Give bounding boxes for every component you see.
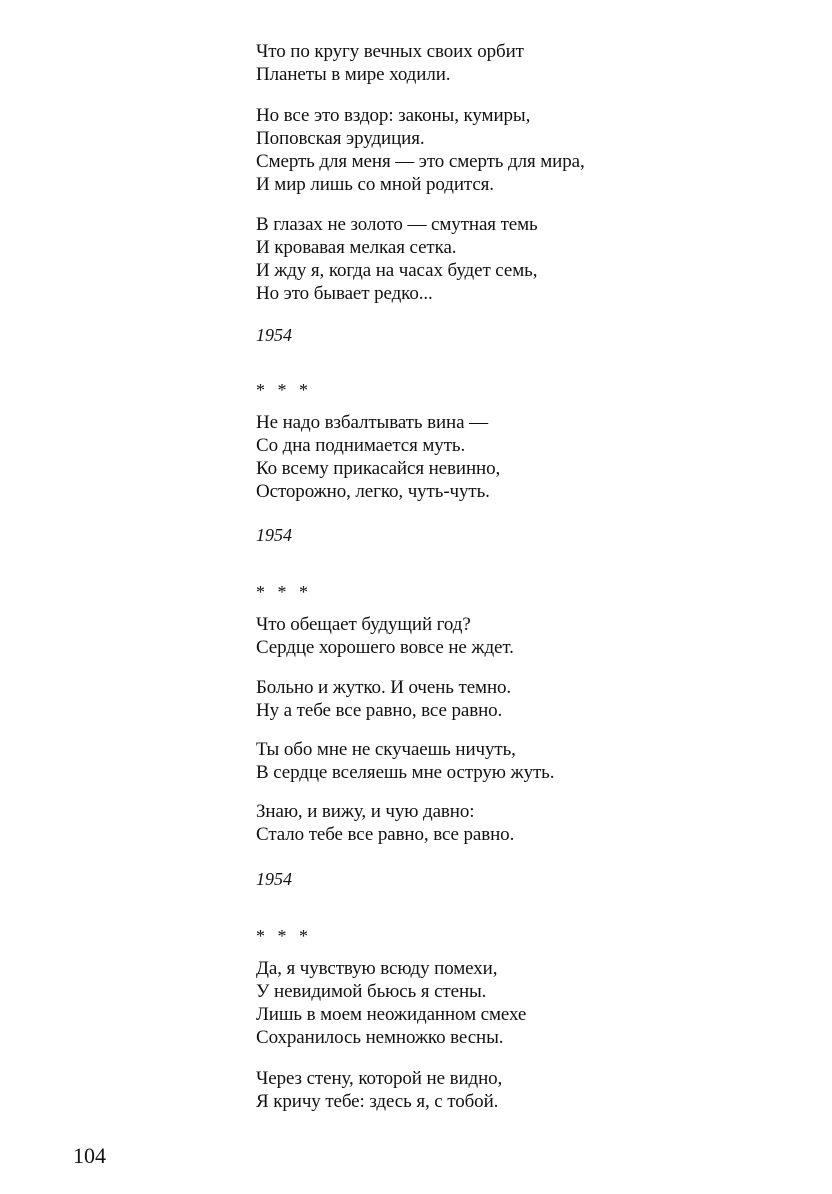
poem-line: Со дна поднимается муть.: [256, 435, 466, 456]
poem-line: Лишь в моем неожиданном смехе: [256, 1004, 527, 1025]
poem-line: Планеты в мире ходили.: [256, 64, 451, 85]
poem-separator: * * *: [256, 926, 312, 946]
poem-line: В сердце вселяешь мне острую жуть.: [256, 762, 555, 783]
poem-line: В глазах не золото — смутная темь: [256, 214, 538, 235]
poem-line: Смерть для меня — это смерть для мира,: [256, 151, 585, 172]
poem-line: И мир лишь со мной родится.: [256, 174, 494, 195]
poem-date: 1954: [256, 325, 292, 345]
poem-line: Но все это вздор: законы, кумиры,: [256, 105, 531, 126]
poem-line: Что по кругу вечных своих орбит: [256, 41, 524, 62]
poem-line: Ко всему прикасайся невинно,: [256, 458, 501, 479]
poem-line: Сердце хорошего вовсе не ждет.: [256, 637, 514, 658]
poem-separator: * * *: [256, 582, 312, 602]
poem-line: Ну а тебе все равно, все равно.: [256, 700, 503, 721]
poem-line: И кровавая мелкая сетка.: [256, 237, 457, 258]
poem-line: Но это бывает редко...: [256, 283, 433, 304]
poem-line: Осторожно, легко, чуть-чуть.: [256, 481, 490, 502]
poem-line: Что обещает будущий год?: [256, 614, 471, 635]
poem-line: Через стену, которой не видно,: [256, 1068, 503, 1089]
poem-line: Больно и жутко. И очень темно.: [256, 677, 512, 698]
poem-line: У невидимой бьюсь я стены.: [256, 981, 487, 1002]
poem-line: Сохранилось немножко весны.: [256, 1027, 504, 1048]
poem-line: И жду я, когда на часах будет семь,: [256, 260, 538, 281]
poem-date: 1954: [256, 869, 292, 889]
poem-line: Ты обо мне не скучаешь ничуть,: [256, 739, 516, 760]
poem-line: Да, я чувствую всюду помехи,: [256, 958, 498, 979]
poem-date: 1954: [256, 525, 292, 545]
poem-line: Я кричу тебе: здесь я, с тобой.: [256, 1091, 499, 1112]
poem-line: Не надо взбалтывать вина —: [256, 412, 488, 433]
poem-line: Знаю, и вижу, и чую давно:: [256, 801, 475, 822]
poem-line: Стало тебе все равно, все равно.: [256, 824, 515, 845]
page-number: 104: [73, 1143, 106, 1168]
poem-separator: * * *: [256, 380, 312, 400]
poem-line: Поповская эрудиция.: [256, 128, 425, 149]
